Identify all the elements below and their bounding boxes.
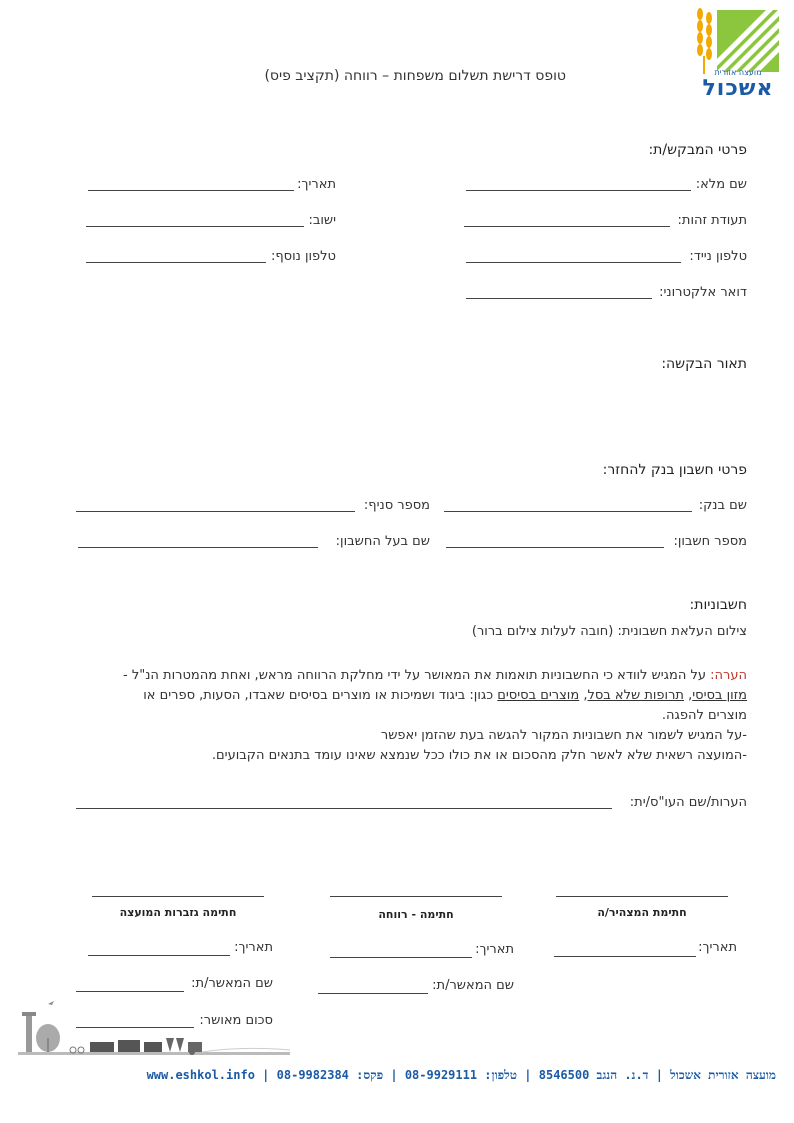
footer-website-link[interactable]: www.eshkol.info	[146, 1068, 255, 1082]
applicant-heading: פרטי המבקש/ת:	[648, 142, 747, 158]
mobile-label: טלפון נייד:	[689, 249, 747, 264]
approved-amount-label: סכום מאושר:	[199, 1013, 273, 1028]
welfare-signature-title: חתימה - רווחה	[378, 908, 454, 921]
full-name-label: שם מלא:	[695, 177, 747, 192]
extra-phone-label: טלפון נוסף:	[270, 249, 336, 264]
request-heading: תאור הבקשה:	[661, 356, 747, 372]
account-number-label: מספר חשבון:	[673, 534, 747, 549]
extra-phone-field[interactable]	[86, 262, 266, 263]
note-line-1	[123, 668, 747, 683]
email-field[interactable]	[466, 298, 652, 299]
note-line-3: מוצרים להפגה.	[661, 708, 747, 723]
settlement-label: ישוב:	[308, 213, 336, 228]
declarant-date-field[interactable]	[554, 956, 696, 957]
logo-field-graphic	[717, 10, 779, 72]
footer-fax: פקס: 08-9982384	[276, 1068, 384, 1082]
note-medicine: תרופות שלא בסל	[587, 688, 684, 703]
footer-address: ד.נ. הנגב 8546500	[538, 1068, 649, 1082]
note-separator: ,	[579, 688, 588, 703]
remarks-label: הערות/שם העו"ס/ית:	[629, 795, 747, 810]
eshkol-logo	[693, 4, 783, 102]
treasurer-signature-title: חתימה גזברות המועצה	[119, 906, 237, 919]
settlement-field[interactable]	[86, 226, 304, 227]
bank-name-field[interactable]	[444, 511, 692, 512]
declarant-signature-title: חתימת המצהיר/ה	[597, 906, 687, 919]
upload-instruction: צילום העלאת חשבונית: (חובה לעלות צילום ברור)	[471, 624, 747, 639]
date-field[interactable]	[88, 190, 294, 191]
remarks-field[interactable]	[76, 808, 612, 809]
footer-separator: |	[655, 1068, 663, 1082]
welfare-approver-label: שם המאשר/ת:	[432, 978, 514, 993]
date-label: תאריך:	[297, 177, 336, 192]
bank-heading: פרטי חשבון בנק להחזר:	[602, 462, 747, 478]
footer-contact	[18, 1068, 776, 1086]
mobile-field[interactable]	[466, 262, 681, 263]
landscape-illustration	[18, 994, 290, 1060]
note-line-5: -המועצה רשאית שלא לאשר חלק מהסכום או את כולו ככל שנמצא שאינו עומד בתנאים הקבועים.	[211, 748, 747, 763]
note-line-2	[143, 688, 747, 703]
note-text: על המגיש לוודא כי החשבוניות תואמות את המאושר על ידי מחלקת הרווחה מראש, ואחת מהמטרות הנ"ל -	[123, 668, 711, 683]
treasurer-date-label: תאריך:	[234, 940, 273, 955]
welfare-approver-field[interactable]	[318, 993, 428, 994]
welfare-signature-line[interactable]	[330, 896, 502, 897]
footer-org: מועצה אזורית אשכול	[670, 1068, 776, 1082]
declarant-date-label: תאריך:	[698, 940, 737, 955]
logo-subtitle: מועצה אזורית	[714, 68, 762, 77]
account-owner-field[interactable]	[78, 547, 318, 548]
note-basic-food: מזון בסיסי	[692, 688, 747, 703]
treasurer-date-field[interactable]	[88, 955, 230, 956]
note-basic-products: מוצרים בסיסים	[497, 688, 580, 703]
welfare-date-label: תאריך:	[475, 942, 514, 957]
treasurer-approver-field[interactable]	[76, 991, 184, 992]
bank-name-label: שם בנק:	[698, 498, 747, 513]
treasurer-approver-label: שם המאשר/ת:	[191, 976, 273, 991]
branch-number-field[interactable]	[76, 511, 355, 512]
form-title: טופס דרישת תשלום משפחות – רווחה (תקציב פיס)	[264, 68, 566, 84]
footer-separator: |	[390, 1068, 398, 1082]
footer-separator: |	[262, 1068, 270, 1082]
account-owner-label: שם בעל החשבון:	[335, 534, 430, 549]
note-line-4: -על המגיש לשמור את חשבוניות המקור להגשה בעת שהזמן יאפשר	[380, 728, 747, 743]
id-field[interactable]	[464, 226, 670, 227]
wheat-icon	[693, 6, 719, 74]
footer-separator: |	[524, 1068, 532, 1082]
logo-name: אשכול	[702, 76, 774, 101]
note-separator: ,	[683, 688, 693, 703]
email-label: דואר אלקטרוני:	[659, 285, 747, 300]
declarant-signature-line[interactable]	[556, 896, 728, 897]
invoices-heading: חשבוניות:	[689, 597, 747, 613]
footer-phone: טלפון: 08-9929111	[404, 1068, 518, 1082]
note-text-2: כגון: ביגוד ושמיכות או מוצרים בסיסים שאבדו, הסעות, ספרים או	[143, 688, 498, 703]
welfare-date-field[interactable]	[330, 957, 472, 958]
branch-number-label: מספר סניף:	[363, 498, 430, 513]
note-label: הערה:	[710, 668, 747, 683]
full-name-field[interactable]	[466, 190, 691, 191]
account-number-field[interactable]	[446, 547, 664, 548]
id-label: תעודת זהות:	[677, 213, 747, 228]
treasurer-signature-line[interactable]	[92, 896, 264, 897]
